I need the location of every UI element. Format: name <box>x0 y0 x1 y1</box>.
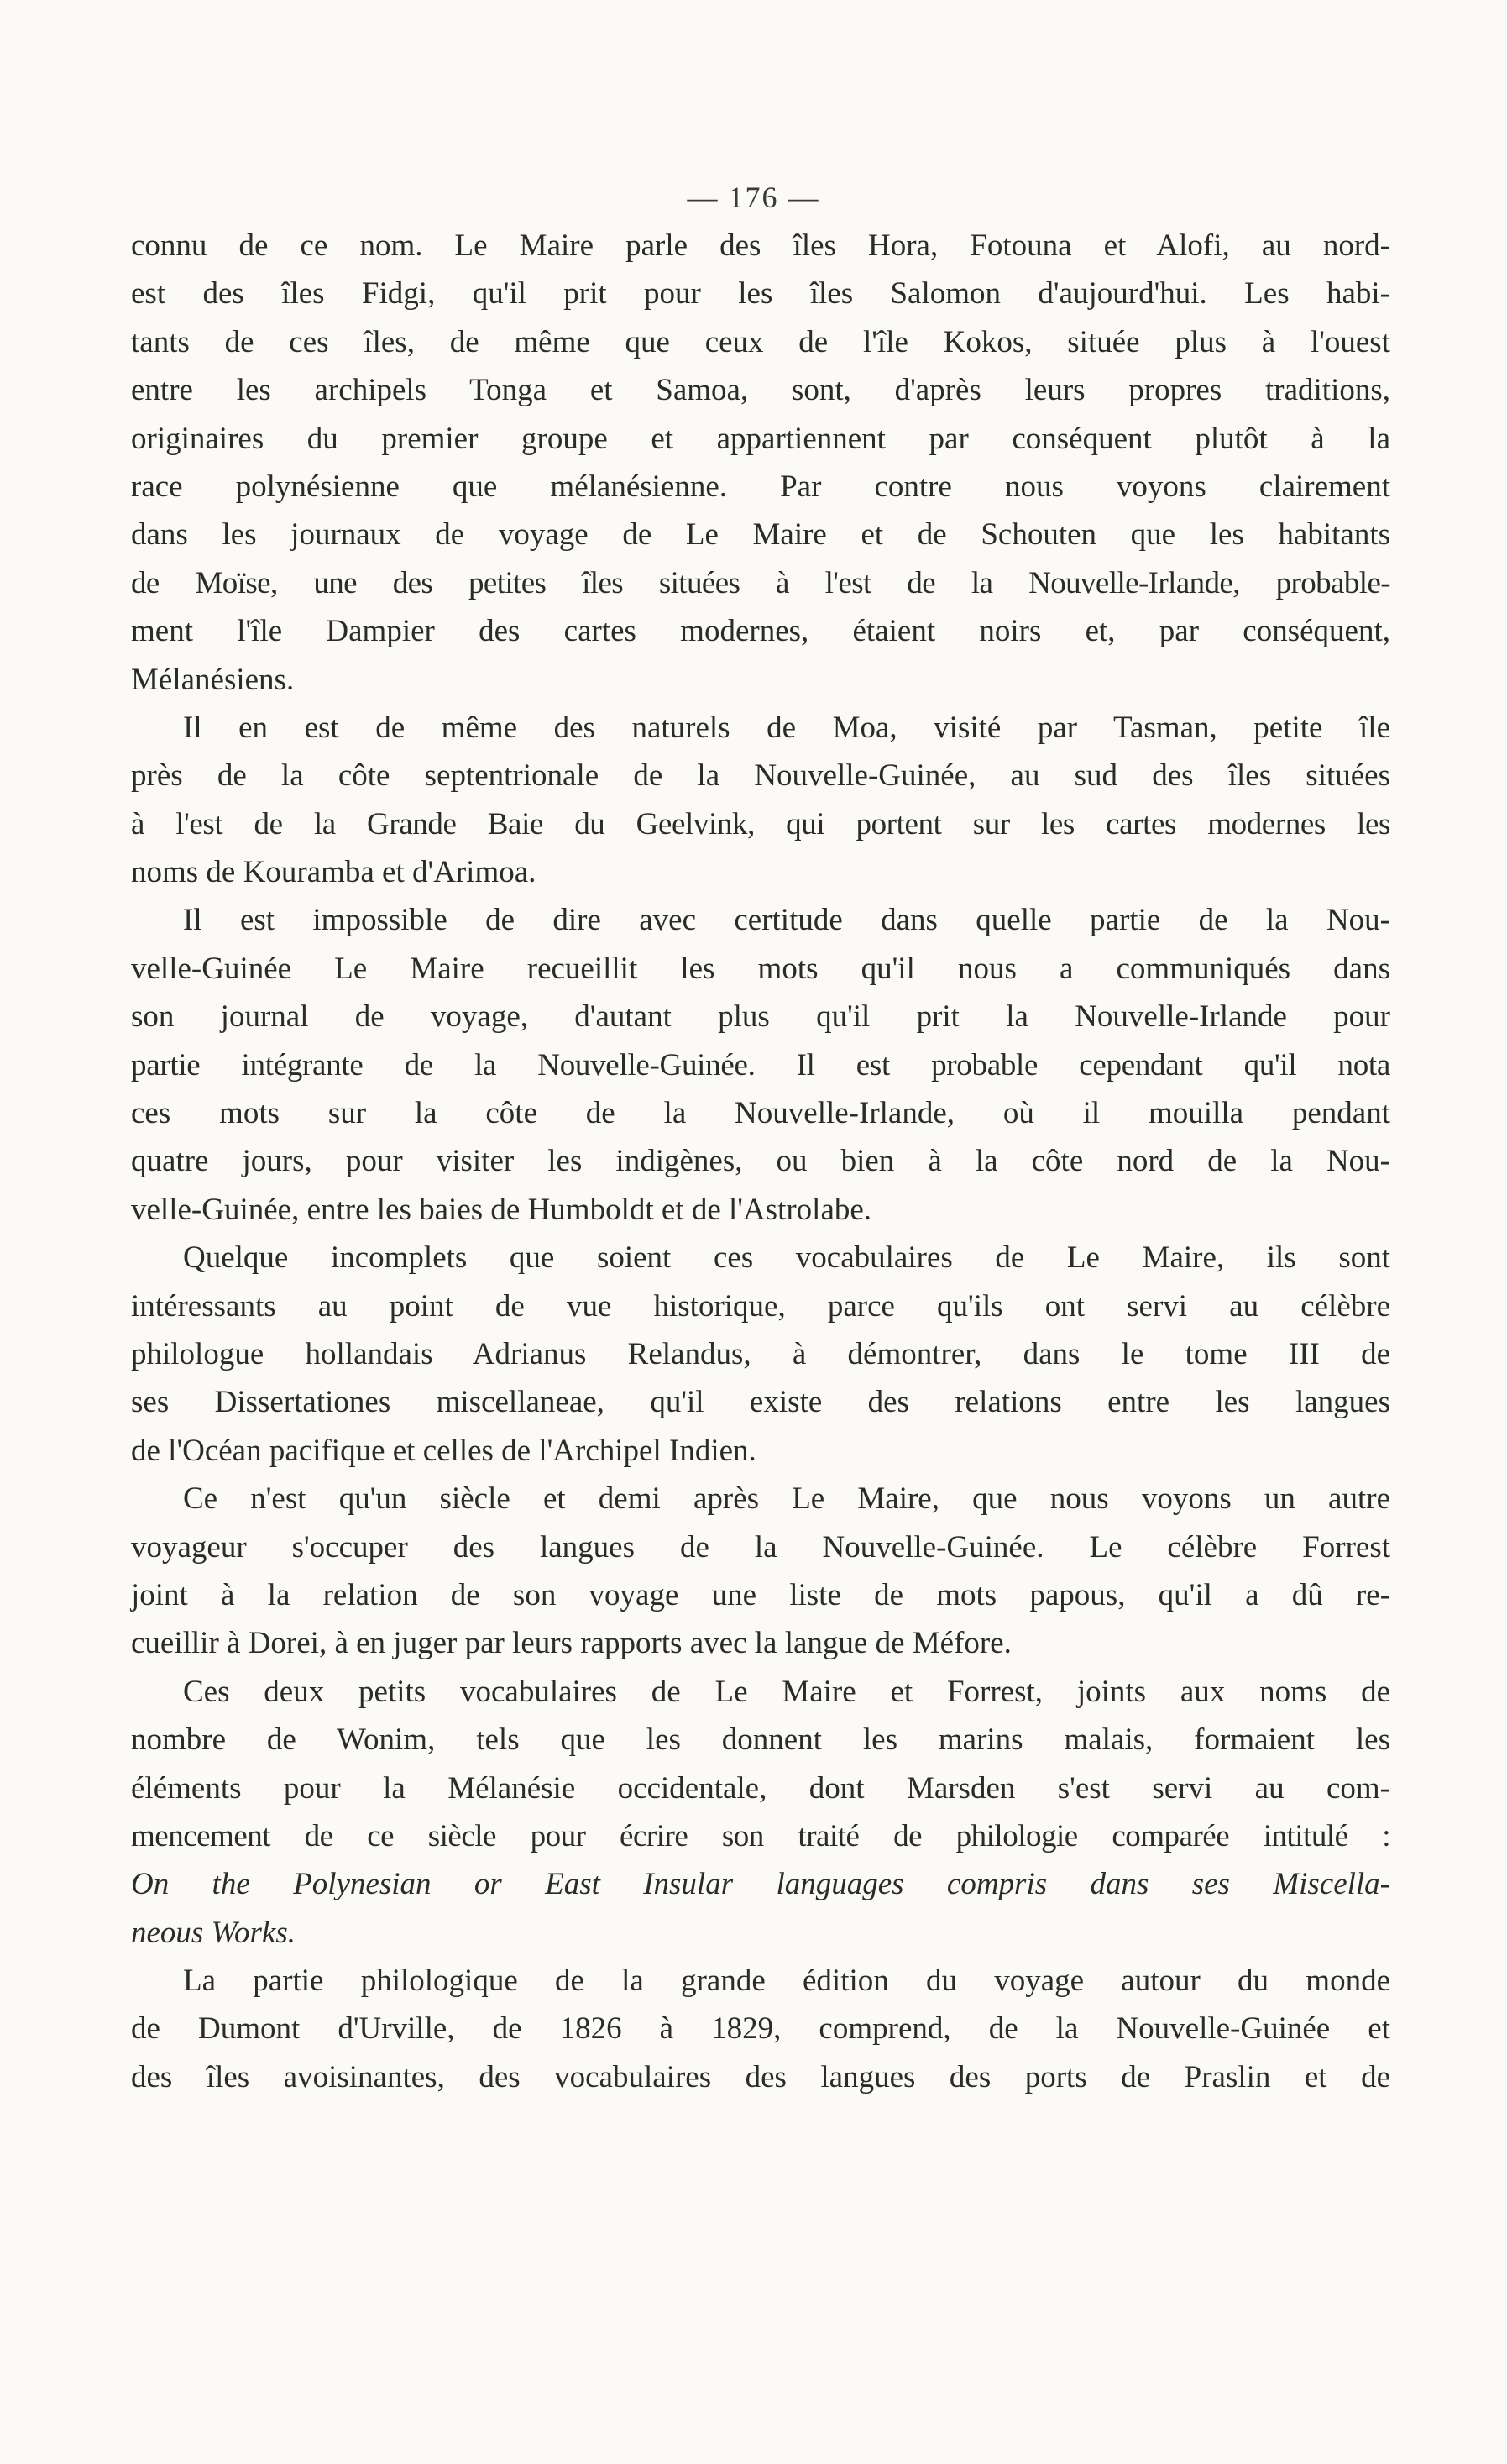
paragraph-start-line: Ces deux petits vocabulaires de Le Maire et Forrest, joints aux noms de <box>183 1674 1390 1709</box>
text-line: son journal de voyage, d'autant plus qu'il prit la Nouvelle-Irlande pour <box>131 999 1390 1035</box>
page-number: — 176 — <box>687 181 820 214</box>
text-line: cueillir à Dorei, à en juger par leurs rapports avec la langue de Méfore. <box>131 1626 1012 1661</box>
text-line: connu de ce nom. Le Maire parle des îles Hora, Fotouna et Alofi, au nord- <box>131 228 1390 263</box>
text-line: velle-Guinée, entre les baies de Humboldt et de l'Astrolabe. <box>131 1192 872 1227</box>
text-line: philologue hollandais Adrianus Relandus, à démontrer, dans le tome III de <box>131 1336 1390 1371</box>
text-line: On the Polynesian or East Insular languages compris dans ses Miscella- <box>131 1867 1390 1902</box>
paragraph-start-line: Il est impossible de dire avec certitude dans quelle partie de la Nou- <box>183 903 1390 938</box>
text-line: noms de Kouramba et d'Arimoa. <box>131 855 536 890</box>
text-line: est des îles Fidgi, qu'il prit pour les îles Salomon d'aujourd'hui. Les habi- <box>131 276 1390 312</box>
paragraph-start-line: Quelque incomplets que soient ces vocabulaires de Le Maire, ils sont <box>183 1240 1390 1276</box>
text-line: de l'Océan pacifique et celles de l'Archipel Indien. <box>131 1433 756 1468</box>
text-line: intéressants au point de vue historique, parce qu'ils ont servi au célèbre <box>131 1288 1390 1324</box>
body-text <box>131 222 1390 2101</box>
text-line: velle-Guinée Le Maire recueillit les mots qu'il nous a communiqués dans <box>131 951 1390 986</box>
text-line: quatre jours, pour visiter les indigènes, ou bien à la côte nord de la Nou- <box>131 1144 1390 1179</box>
text-line: nombre de Wonim, tels que les donnent les marins malais, formaient les <box>131 1722 1390 1758</box>
text-line: ces mots sur la côte de la Nouvelle-Irlande, où il mouilla pendant <box>131 1096 1390 1131</box>
text-line: tants de ces îles, de même que ceux de l'île Kokos, située plus à l'ouest <box>131 324 1390 359</box>
text-line: de Moïse, une des petites îles situées à l'est de la Nouvelle-Irlande, probable- <box>131 565 1390 600</box>
text-line: voyageur s'occuper des langues de la Nouvelle-Guinée. Le célèbre Forrest <box>131 1529 1390 1565</box>
text-line: à l'est de la Grande Baie du Geelvink, qui portent sur les cartes modernes les <box>131 806 1390 841</box>
text-line: neous Works. <box>131 1915 296 1950</box>
text-line: éléments pour la Mélanésie occidentale, dont Marsden s'est servi au com- <box>131 1770 1390 1806</box>
text-line: dans les journaux de voyage de Le Maire et de Schouten que les habitants <box>131 517 1390 553</box>
text-line: près de la côte septentrionale de la Nouvelle-Guinée, au sud des îles situées <box>131 758 1390 794</box>
text-line: joint à la relation de son voyage une liste de mots papous, qu'il a dû re- <box>131 1577 1390 1612</box>
paragraph-start-line: Ce n'est qu'un siècle et demi après Le Maire, que nous voyons un autre <box>183 1481 1390 1517</box>
text-line: ses Dissertationes miscellaneae, qu'il existe des relations entre les langues <box>131 1385 1390 1420</box>
text-line: Mélanésiens. <box>131 662 295 697</box>
text-line: entre les archipels Tonga et Samoa, sont, d'après leurs propres traditions, <box>131 373 1390 408</box>
text-line: des îles avoisinantes, des vocabulaires des langues des ports de Praslin et de <box>131 2059 1390 2094</box>
paragraph-start-line: La partie philologique de la grande édition du voyage autour du monde <box>183 1963 1390 1999</box>
text-line: ment l'île Dampier des cartes modernes, étaient noirs et, par conséquent, <box>131 614 1390 649</box>
text-line: mencement de ce siècle pour écrire son traité de philologie comparée intitulé : <box>131 1818 1390 1853</box>
paragraph-start-line: Il en est de même des naturels de Moa, visité par Tasman, petite île <box>183 710 1390 745</box>
text-line: originaires du premier groupe et appartiennent par conséquent plutôt à la <box>131 421 1390 456</box>
text-line: de Dumont d'Urville, de 1826 à 1829, comprend, de la Nouvelle-Guinée et <box>131 2011 1390 2047</box>
text-line: partie intégrante de la Nouvelle-Guinée. Il est probable cependant qu'il nota <box>131 1047 1390 1083</box>
text-line: race polynésienne que mélanésienne. Par contre nous voyons clairement <box>131 469 1390 504</box>
